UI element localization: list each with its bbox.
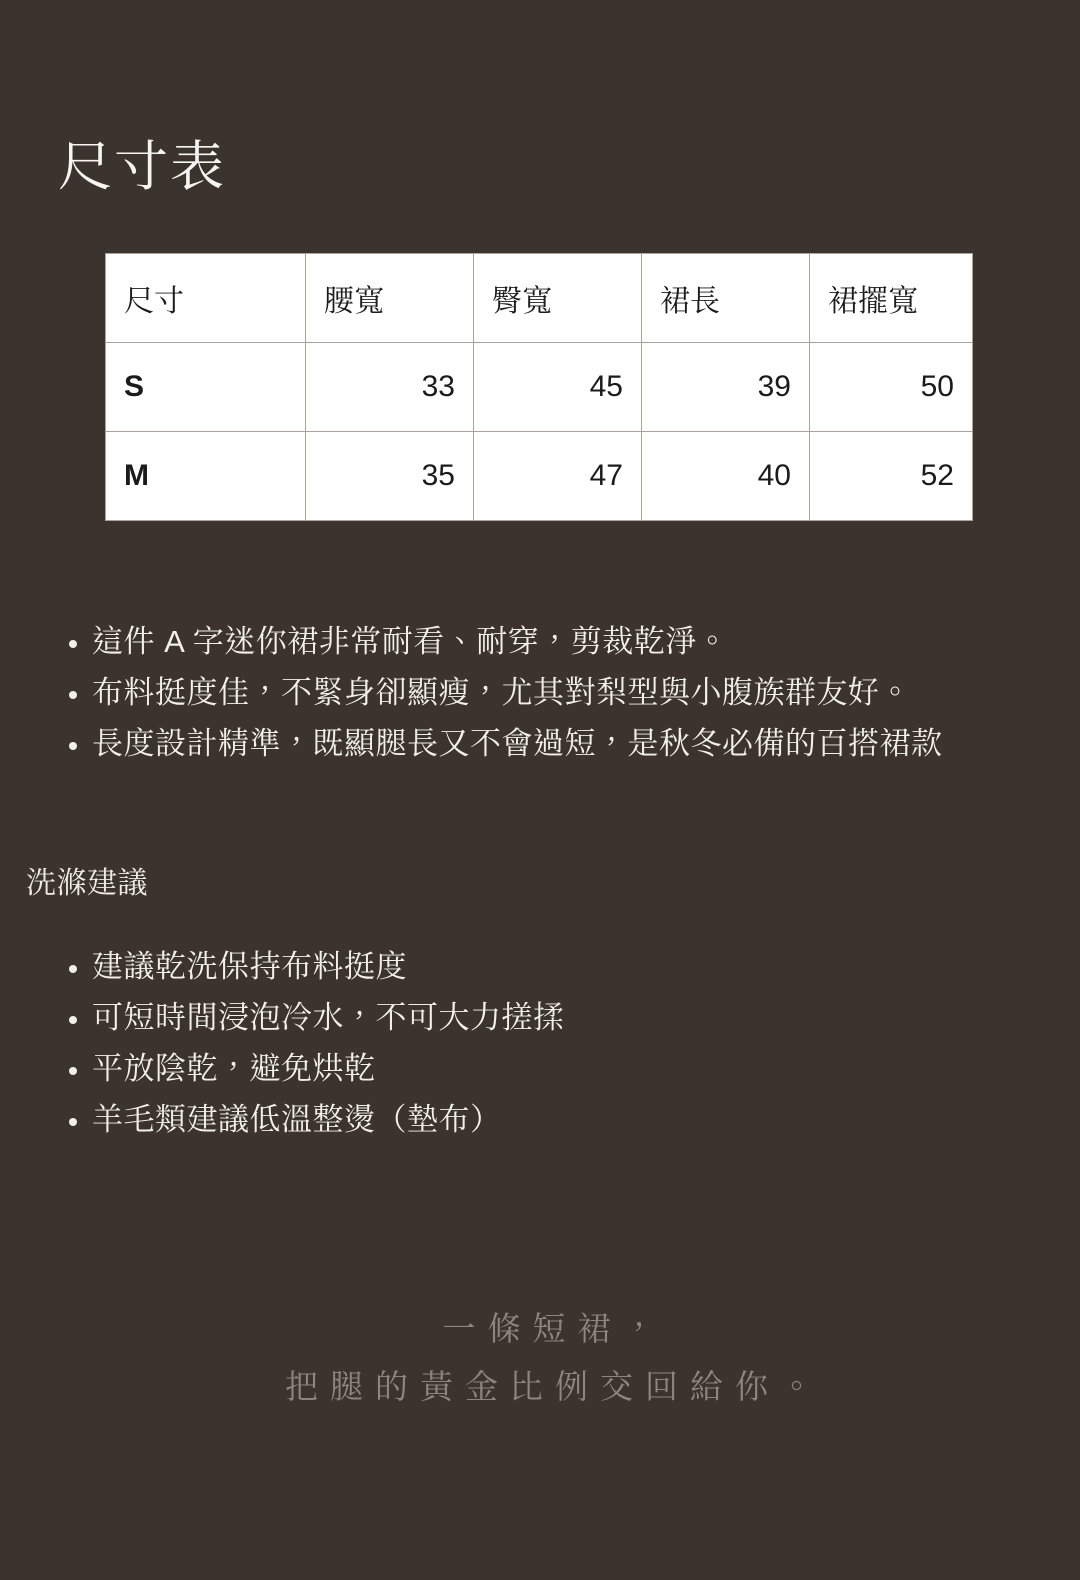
column-header-size: 尺寸 (106, 254, 306, 343)
list-item: • 平放陰乾，避免烘乾 (92, 1047, 1040, 1092)
column-header-hem: 裙擺寬 (810, 254, 973, 343)
list-item: • 可短時間浸泡冷水，不可大力搓揉 (92, 996, 1040, 1041)
size-table (105, 253, 973, 521)
cell-size-m: M (106, 432, 306, 521)
size-table-body (106, 343, 973, 521)
care-heading: 洗滌建議 (26, 867, 148, 900)
list-item: • 羊毛類建議低溫整燙（墊布） (92, 1098, 1040, 1143)
cell-hem-m: 52 (810, 432, 973, 521)
page-title: 尺寸表 (58, 137, 226, 198)
column-header-waist: 腰寬 (306, 254, 474, 343)
column-header-length: 裙長 (642, 254, 810, 343)
slogan-line-1: 一條短裙， (442, 1310, 668, 1347)
cell-length-s: 39 (642, 343, 810, 432)
table-row (106, 432, 973, 521)
list-item: • 這件 A 字迷你裙非常耐看、耐穿，剪裁乾淨。 (92, 620, 1040, 665)
cell-length-m: 40 (642, 432, 810, 521)
features-section (40, 620, 1040, 773)
list-item: • 建議乾洗保持布料挺度 (92, 945, 1040, 990)
footer-slogan (0, 1300, 1080, 1416)
table-header-row (106, 254, 973, 343)
table-row (106, 343, 973, 432)
cell-hip-m: 47 (474, 432, 642, 521)
cell-size-s: S (106, 343, 306, 432)
list-item: • 布料挺度佳，不緊身卻顯瘦，尤其對梨型與小腹族群友好。 (92, 671, 1040, 716)
cell-hem-s: 50 (810, 343, 973, 432)
features-list (40, 620, 1040, 767)
cell-waist-m: 35 (306, 432, 474, 521)
slogan-line-2: 把腿的黃金比例交回給你。 (285, 1367, 825, 1405)
care-section (40, 945, 1040, 1149)
column-header-hip: 臀寬 (474, 254, 642, 343)
list-item: • 長度設計精準，既顯腿長又不會過短，是秋冬必備的百搭裙款 (92, 722, 1040, 767)
size-table-head (106, 254, 973, 343)
size-table-container (105, 253, 972, 521)
cell-hip-s: 45 (474, 343, 642, 432)
cell-waist-s: 33 (306, 343, 474, 432)
care-list (40, 945, 1040, 1143)
